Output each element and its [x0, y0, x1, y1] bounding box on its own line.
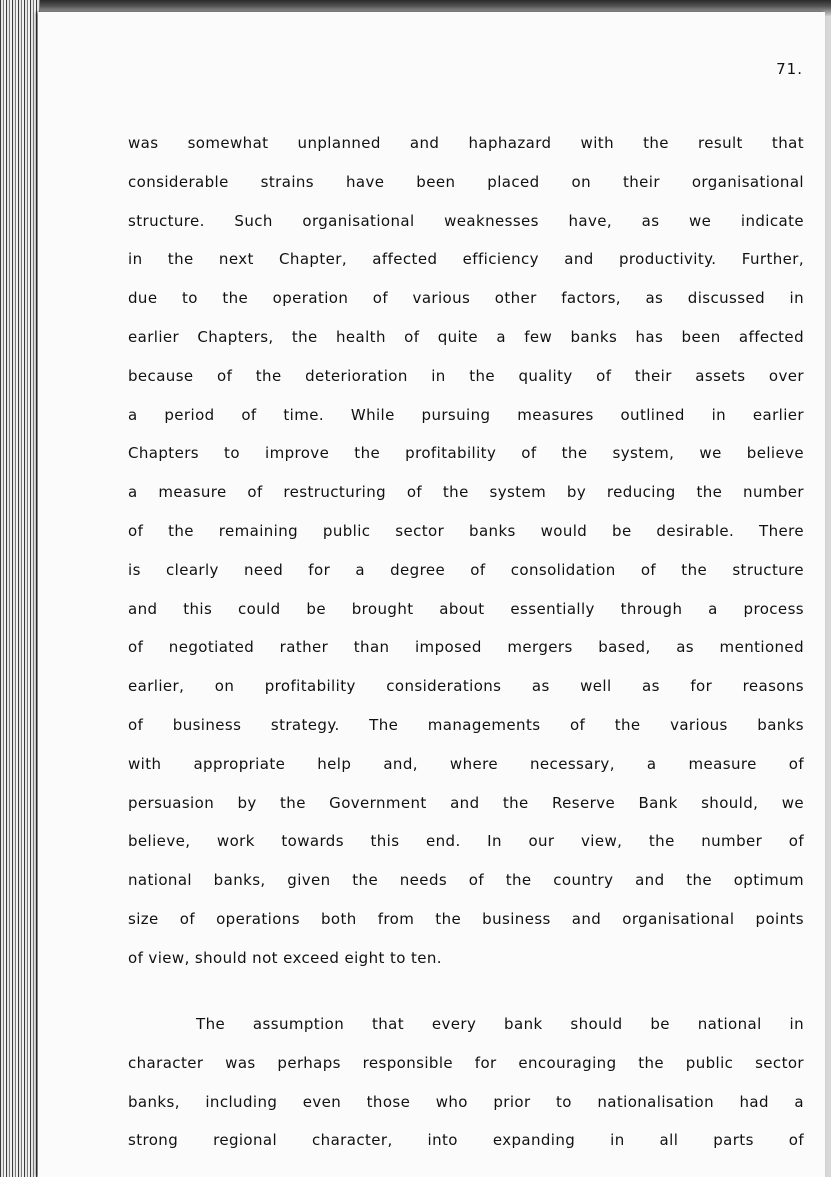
text-line: earlier Chapters, the health of quite a few banks has been affected: [128, 327, 804, 346]
text-line: believe, work towards this end. In our view, the number of: [128, 832, 804, 851]
text-line: considerable strains have been placed on their organisational: [128, 172, 804, 191]
text-line: in the next Chapter, affected efficiency and productivity. Further,: [128, 250, 804, 269]
text-line: of the remaining public sector banks would be desirable. There: [128, 521, 804, 540]
text-line: due to the operation of various other factors, as discussed in: [128, 289, 804, 308]
page-number: 71.: [776, 60, 803, 78]
text-line: size of operations both from the business and organisational points: [128, 909, 804, 928]
text-line: because of the deterioration in the quality of their assets over: [128, 366, 804, 385]
text-line: structure. Such organisational weaknesses have, as we indicate: [128, 211, 804, 230]
paragraph-2: [128, 1005, 804, 1160]
text-line: was somewhat unplanned and haphazard with the result that: [128, 134, 804, 152]
text-line: character was perhaps responsible for encouraging the public sector: [128, 1053, 804, 1072]
text-line: banks, including even those who prior to nationalisation had a: [128, 1092, 804, 1111]
text-line: and this could be brought about essentially through a process: [128, 599, 804, 618]
text-line: of business strategy. The managements of the various banks: [128, 715, 804, 734]
text-line: earlier, on profitability considerations as well as for reasons: [128, 677, 804, 696]
paragraph-1: [128, 124, 804, 978]
text-line: is clearly need for a degree of consolidation of the structure: [128, 560, 804, 579]
text-line: of view, should not exceed eight to ten.: [128, 948, 442, 967]
text-line: national banks, given the needs of the country and the optimum: [128, 871, 804, 890]
text-line: a period of time. While pursuing measures outlined in earlier: [128, 405, 804, 424]
text-line: The assumption that every bank should be national in: [196, 1015, 804, 1033]
text-line: strong regional character, into expanding in all parts of: [128, 1131, 804, 1150]
document-page: [38, 12, 825, 1177]
text-line: a measure of restructuring of the system by reducing the number: [128, 483, 804, 502]
text-line: Chapters to improve the profitability of the system, we believe: [128, 444, 804, 463]
text-line: persuasion by the Government and the Reserve Bank should, we: [128, 793, 804, 812]
text-line: with appropriate help and, where necessary, a measure of: [128, 754, 804, 773]
book-binding-edge: [0, 0, 40, 1177]
text-line: of negotiated rather than imposed mergers based, as mentioned: [128, 638, 804, 657]
